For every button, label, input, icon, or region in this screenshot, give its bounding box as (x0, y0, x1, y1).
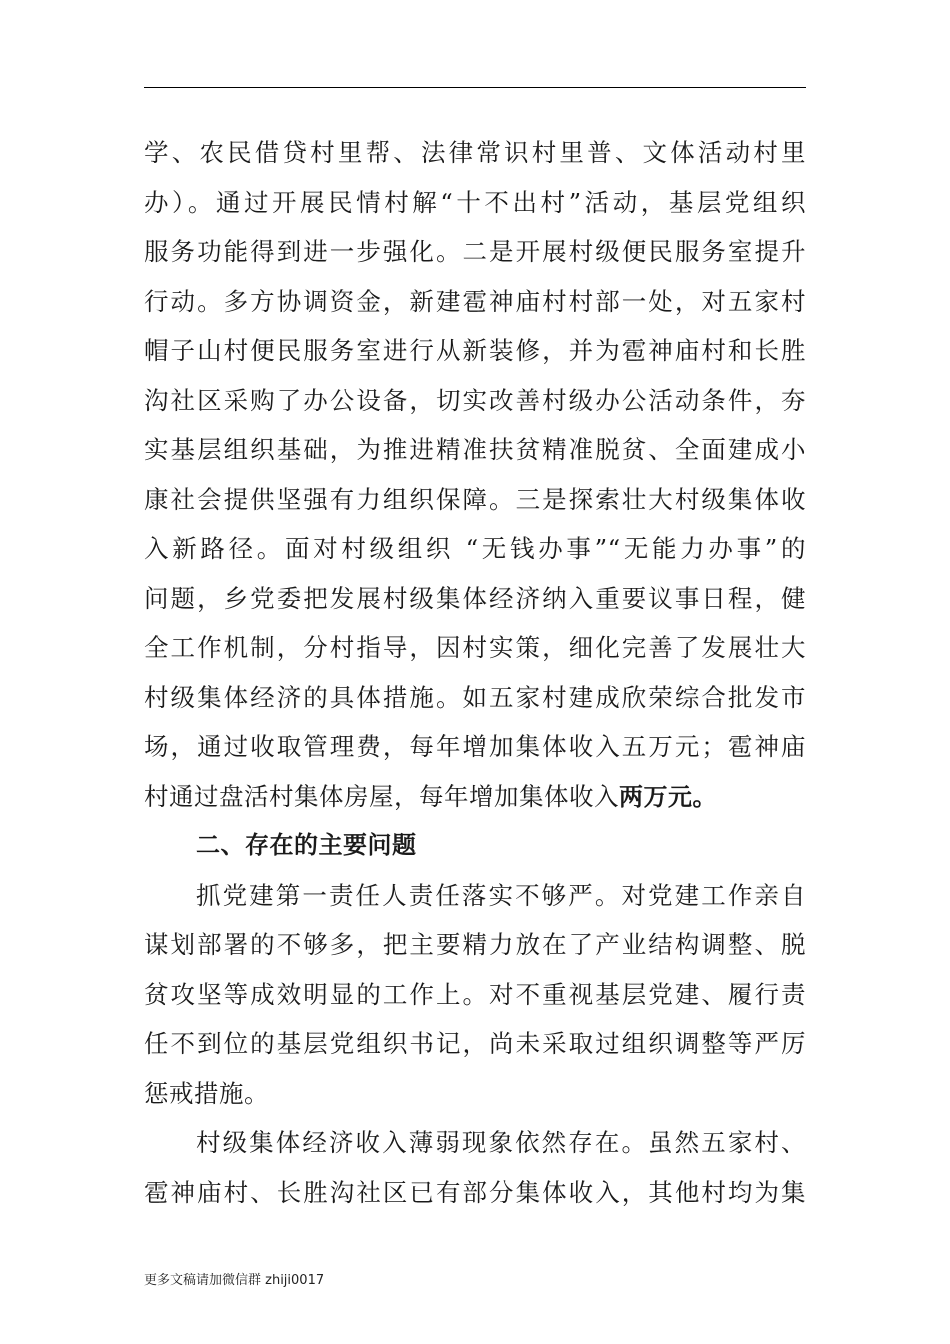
paragraph-last-line (144, 772, 806, 822)
paragraph-line: 场，通过收取管理费，每年增加集体收入五万元；雹神庙 (144, 732, 806, 761)
paragraph-line: 谋划部署的不够多，把主要精力放在了产业结构调整、脱 (144, 930, 806, 959)
paragraph-line: 问题，乡党委把发展村级集体经济纳入重要议事日程，健 (144, 583, 806, 613)
paragraph-line: 康社会提供坚强有力组织保障。三是探索壮大村级集体收 (144, 484, 806, 514)
paragraph-line: 沟社区采购了办公设备，切实改善村级办公活动条件，夯 (144, 385, 806, 415)
header-rule (144, 87, 806, 88)
bold-amount: 两万元。 (619, 782, 717, 811)
paragraph-line: 抓党建第一责任人责任落实不够严。对党建工作亲自 (196, 880, 806, 910)
paragraph-line: 雹神庙村、长胜沟社区已有部分集体收入，其他村均为集 (144, 1177, 806, 1207)
paragraph-line-text: 村通过盘活村集体房屋，每年增加集体收入 (144, 781, 619, 811)
paragraph-line: 帽子山村便民服务室进行从新装修，并为雹神庙村和长胜 (144, 336, 806, 365)
paragraph-line: 惩戒措施。 (144, 1078, 269, 1108)
paragraph-line: 实基层组织基础，为推进精准扶贫精准脱贫、全面建成小 (144, 435, 806, 464)
paragraph-line: 任不到位的基层党组织书记，尚未采取过组织调整等严厉 (144, 1029, 806, 1058)
paragraph-line: 学、农民借贷村里帮、法律常识村里普、文体活动村里 (144, 138, 806, 167)
paragraph-line: 全工作机制，分村指导，因村实策，细化完善了发展壮大 (144, 633, 806, 662)
paragraph-line: 入新路径。面对村级组织 “无钱办事”“无能力办事”的 (144, 534, 806, 563)
section-heading: 二、存在的主要问题 (196, 831, 417, 859)
paragraph-line: 行动。多方协调资金，新建雹神庙村村部一处，对五家村 (144, 286, 806, 316)
footer-note: 更多文稿请加微信群 zhiji0017 (144, 1273, 325, 1288)
paragraph-line: 办）。通过开展民情村解“十不出村”活动，基层党组织 (144, 187, 806, 217)
paragraph-line: 村级集体经济的具体措施。如五家村建成欣荣综合批发市 (144, 682, 806, 712)
paragraph-line: 村级集体经济收入薄弱现象依然存在。虽然五家村、 (196, 1128, 806, 1157)
paragraph-line: 贫攻坚等成效明显的工作上。对不重视基层党建、履行责 (144, 979, 806, 1009)
document-body (144, 128, 806, 1217)
paragraph-line: 服务功能得到进一步强化。二是开展村级便民服务室提升 (144, 237, 806, 266)
